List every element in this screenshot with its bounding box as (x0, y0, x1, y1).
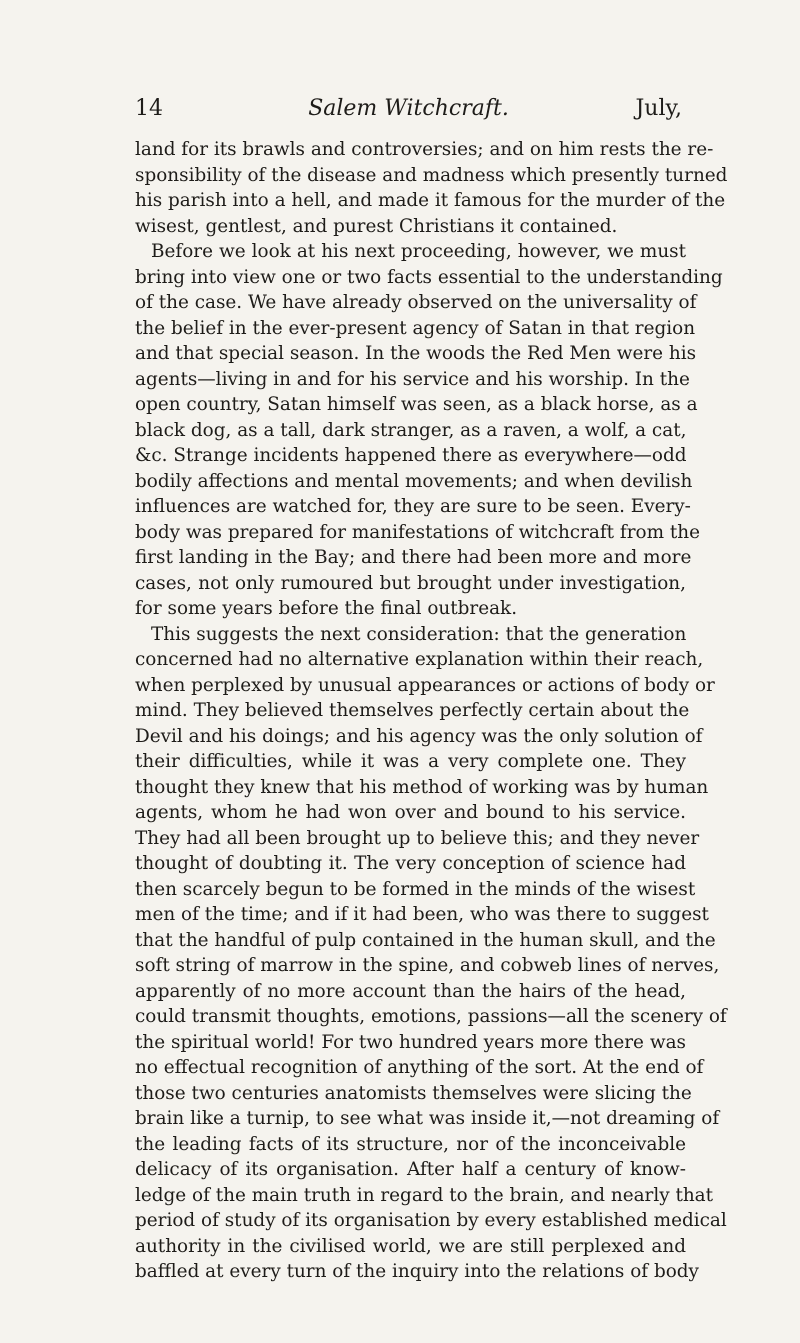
text-line: for some years before the final outbreak. (135, 598, 518, 619)
text-line: Before we look at his next proceeding, however, we must (151, 241, 686, 262)
text-line: agents, whom he had won over and bound to his service. (135, 802, 686, 823)
text-line: black dog, as a tall, dark stranger, as a raven, a wolf, a cat, (135, 419, 687, 441)
text-line: sponsibility of the disease and madness which presently turned (135, 164, 728, 186)
text-line: land for its brawls and controversies; and on him rests the re- (135, 139, 714, 160)
text-line: delicacy of its organisation. After half a century of know- (135, 1159, 686, 1180)
text-line: could transmit thoughts, emotions, passions—all the scenery of (135, 1006, 727, 1027)
text-line: the leading facts of its structure, nor of the inconceivable (135, 1133, 686, 1155)
text-line: concerned had no alternative explanation within their reach, (135, 649, 704, 670)
text-line: cases, not only rumoured but brought under investigation, (135, 572, 686, 594)
text-line: the spiritual world! For two hundred years more there was (135, 1031, 686, 1053)
text-line: first landing in the Bay; and there had been more and more (135, 547, 692, 568)
page-header (135, 96, 682, 130)
page-number: 14 (135, 96, 163, 121)
text-line: then scarcely begun to be formed in the minds of the wisest (135, 878, 696, 900)
text-line: &c. Strange incidents happened there as everywhere—odd (135, 445, 687, 466)
text-line: when perplexed by unusual appearances or actions of body or (135, 674, 715, 696)
text-line: those two centuries anatomists themselves were slicing the (135, 1082, 692, 1104)
text-line: and that special season. In the woods the Red Men were his (135, 343, 697, 364)
text-line: thought they knew that his method of working was by human (135, 776, 709, 798)
text-line: the belief in the ever-present agency of Satan in that region (135, 317, 696, 339)
text-line: They had all been brought up to believe this; and they never (135, 827, 700, 849)
text-line: his parish into a hell, and made it famous for the murder of the (135, 190, 726, 211)
text-line: apparently of no more account than the hairs of the head, (135, 980, 686, 1002)
body-text (135, 137, 728, 1285)
text-line: Devil and his doings; and his agency was the only solution of (135, 725, 703, 747)
text-line: period of study of its organisation by every established medical (135, 1210, 727, 1231)
text-line: baffled at every turn of the inquiry into the relations of body (135, 1261, 699, 1282)
running-month: July, (635, 96, 682, 121)
text-line: their difficulties, while it was a very complete one. They (135, 751, 686, 772)
text-line: wisest, gentlest, and purest Christians it contained. (135, 215, 618, 237)
text-line: that the handful of pulp contained in the human skull, and the (135, 929, 716, 951)
text-line: open country, Satan himself was seen, as a black horse, as a (135, 394, 698, 415)
text-line: influences are watched for, they are sure to be seen. Every- (135, 496, 691, 517)
text-line: brain like a turnip, to see what was inside it,—not dreaming of (135, 1108, 720, 1129)
text-line: authority in the civilised world, we are still perplexed and (135, 1235, 686, 1257)
text-line: of the case. We have already observed on the universality of (135, 292, 697, 313)
text-line: body was prepared for manifestations of witchcraft from the (135, 521, 700, 543)
text-line: men of the time; and if it had been, who was there to suggest (135, 904, 709, 925)
running-title: Salem Witchcraft. (308, 96, 509, 121)
text-line: soft string of marrow in the spine, and cobweb lines of nerves, (135, 955, 720, 976)
text-line: thought of doubting it. The very conception of science had (135, 853, 686, 874)
text-line: agents—living in and for his service and his worship. In the (135, 368, 690, 390)
text-line: bring into view one or two facts essential to the understanding (135, 266, 723, 288)
text-line: This suggests the next consideration: that the generation (151, 623, 687, 645)
text-line: bodily affections and mental movements; and when devilish (135, 470, 693, 492)
text-line: mind. They believed themselves perfectly certain about the (135, 700, 690, 721)
text-line: ledge of the main truth in regard to the brain, and nearly that (135, 1184, 714, 1206)
text-line: no effectual recognition of anything of the sort. At the end of (135, 1057, 704, 1078)
